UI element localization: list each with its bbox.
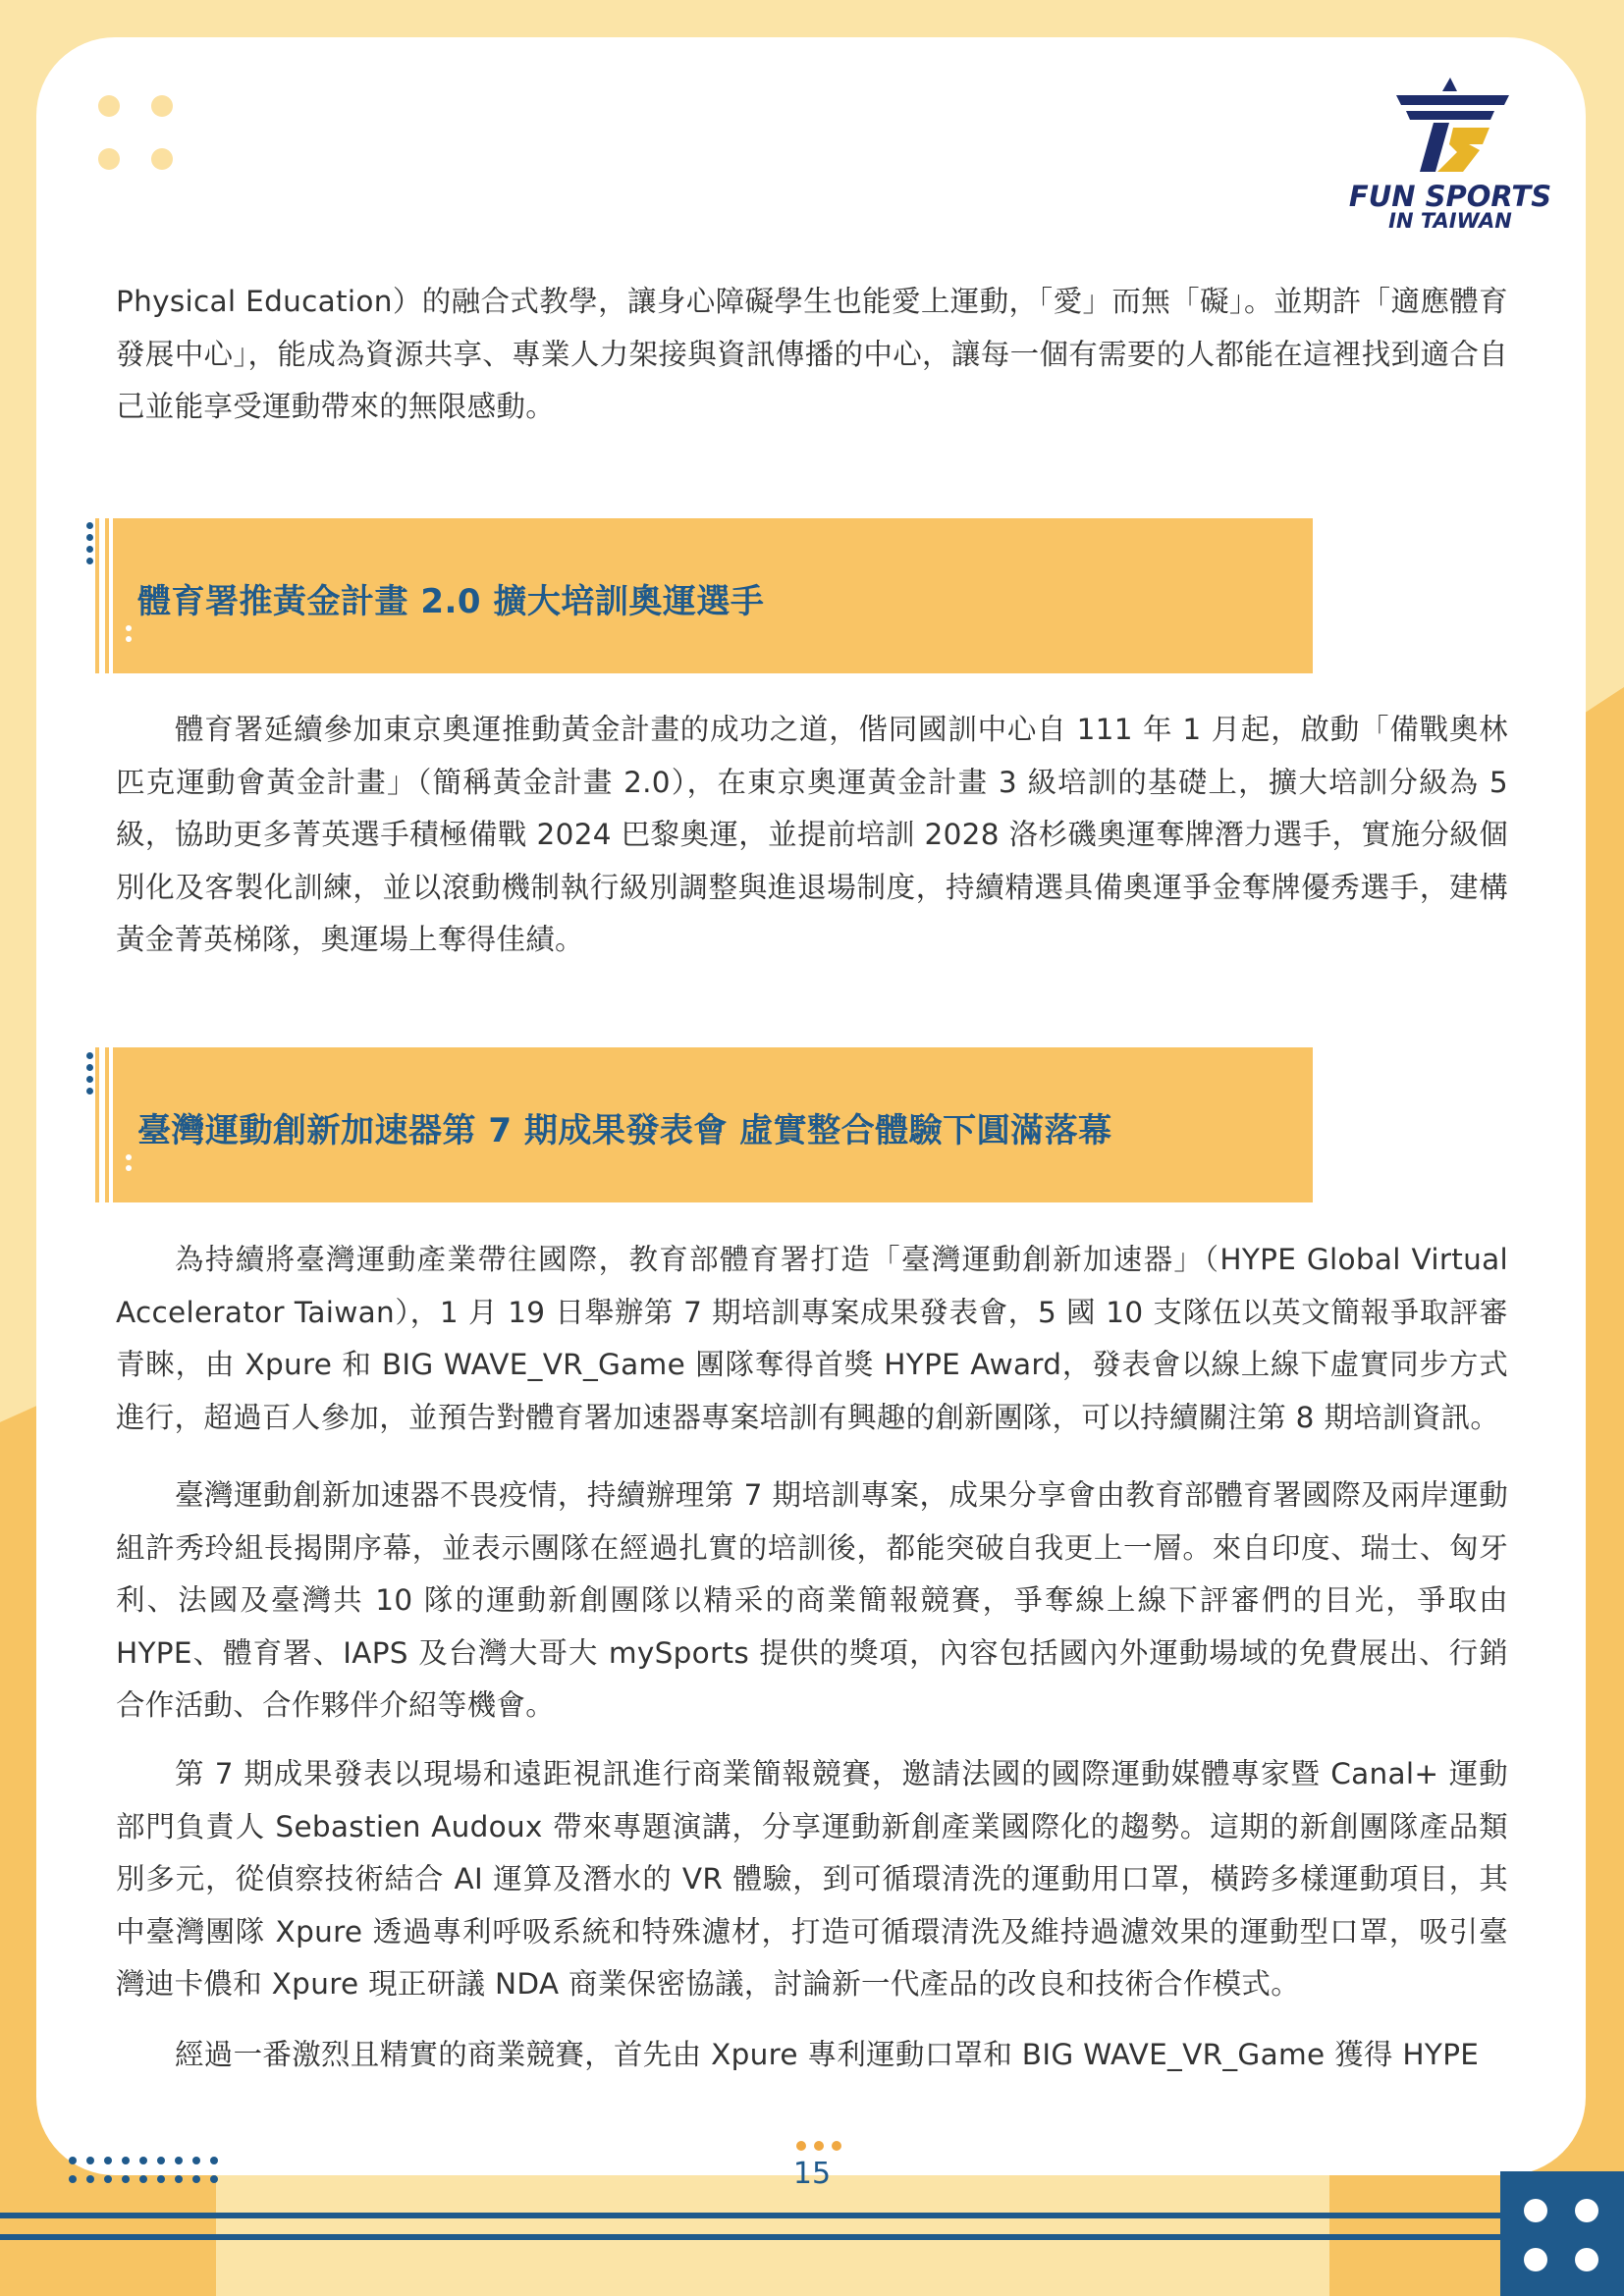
footer-rule-bottom [0, 2234, 1500, 2240]
section-heading: 體育署推黃金計畫 2.0 擴大培訓奧運選手 [137, 582, 765, 621]
corner-navy-block [1500, 2171, 1624, 2296]
section-body-paragraph: 經過一番激烈且精實的商業競賽，首先由 Xpure 專利運動口罩和 BIG WAVE_VR_Game 獲得 HYPE [175, 2038, 1480, 2071]
section-body-paragraph: 為持續將臺灣運動產業帶往國際，教育部體育署打造「臺灣運動創新加速器」（HYPE Global Virtual Accelerator Taiwan），1 月 19 日舉辦第 7 期培訓專案成果發表會，5 國 10 支隊伍以英文簡報爭取評審青睞，由 Xpure 和 BIG WAVE_VR_Game 團隊奪得首獎 HYPE Award，發表會以線上線下虛實同步方式進行，超過百人參加，並預告對體育署加速器專案培訓有興趣的創新團隊，可以持續關注第 8 期培訓資訊。 [116, 1243, 1508, 1434]
footer-rule-top [0, 2213, 1500, 2218]
fun-sports-logo [1347, 74, 1553, 236]
heading-accent-lines [95, 1047, 109, 1202]
logo-emblem-icon [1347, 74, 1553, 182]
section-body-paragraph: 體育署延續參加東京奧運推動黃金計畫的成功之道，偕同國訓中心自 111 年 1 月起，啟動「備戰奧林匹克運動會黃金計畫」（簡稱黃金計畫 2.0），在東京奧運黃金計畫 3 級培訓的基礎上，擴大培訓分級為 5 級，協助更多菁英選手積極備戰 2024 巴黎奧運，並提前培訓 2028 洛杉磯奧運奪牌潛力選手，實施分級個別化及客製化訓練，並以滾動機制執行級別調整與進退場制度，持續精選具備奧運爭金奪牌優秀選手，建構黃金菁英梯隊，奧運場上奪得佳績。 [116, 713, 1508, 956]
section-body-paragraph: 臺灣運動創新加速器不畏疫情，持續辦理第 7 期培訓專案，成果分享會由教育部體育署國際及兩岸運動組許秀玲組長揭開序幕，並表示團隊在經過扎實的培訓後，都能突破自我更上一層。來自印度、瑞士、匈牙利、法國及臺灣共 10 隊的運動新創團隊以精采的商業簡報競賽，爭奪線上線下評審們的目光，爭取由 HYPE、體育署、IAPS 及台灣大哥大 mySports 提供的獎項，內容包括國內外運動場域的免費展出、行銷合作活動、合作夥伴介紹等機會。 [116, 1478, 1508, 1722]
intro-paragraph: Physical Education）的融合式教學，讓身心障礙學生也能愛上運動，「愛」而無「礙」。並期許「適應體育發展中心」，能成為資源共享、專業人力架接與資訊傳播的中心，讓每一個有需要的人都能在這裡找到適合自己並能享受運動帶來的無限感動。 [116, 285, 1508, 423]
logo-subtitle: IN TAIWAN [1388, 209, 1512, 233]
heading-accent-lines [95, 518, 109, 673]
logo-title: FUN SPORTS [1348, 180, 1552, 213]
section-body-paragraph: 第 7 期成果發表以現場和遠距視訊進行商業簡報競賽，邀請法國的國際運動媒體專家暨 Canal+ 運動部門負責人 Sebastien Audoux 帶來專題演講，分享運動新創產業國際化的趨勢。這期的新創團隊產品類別多元，從偵察技術結合 AI 運算及潛水的 VR 體驗，到可循環清洗的運動用口罩，橫跨多樣運動項目，其中臺灣團隊 Xpure 透過專利呼吸系統和特殊濾材，打造可循環清洗及維持過濾效果的運動型口罩，吸引臺灣迪卡儂和 Xpure 現正研議 NDA 商業保密協議，討論新一代產品的改良和技術合作模式。 [116, 1757, 1508, 2001]
page-number: 15 [792, 2157, 832, 2191]
section-heading: 臺灣運動創新加速器第 7 期成果發表會 虛實整合體驗下圓滿落幕 [137, 1111, 1112, 1150]
corner-dots-decoration [98, 95, 177, 174]
